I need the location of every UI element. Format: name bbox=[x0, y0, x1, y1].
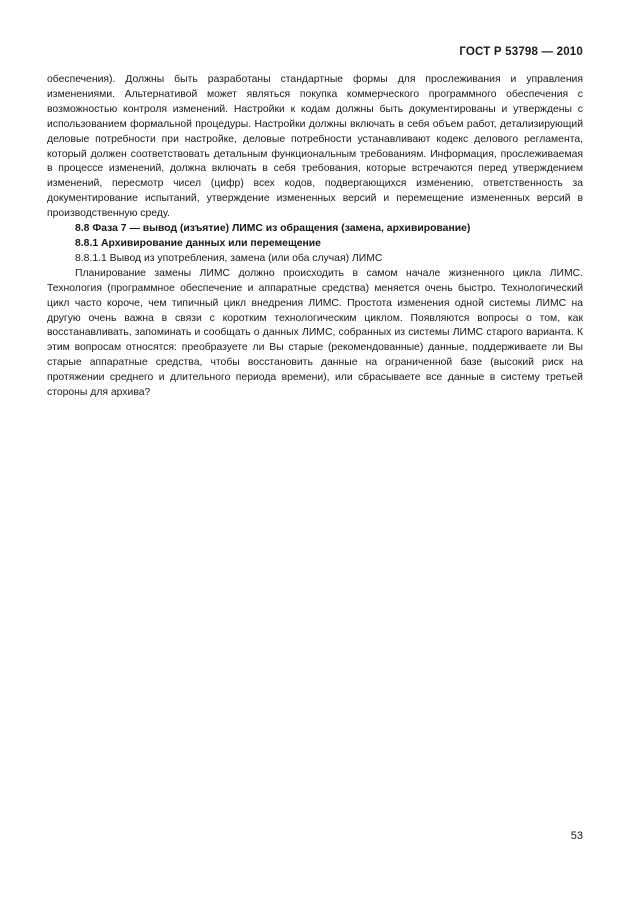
document-header: ГОСТ Р 53798 — 2010 bbox=[459, 46, 583, 58]
clause-heading-8-8-1-1: 8.8.1.1 Вывод из употребления, замена (или оба случая) ЛИМС bbox=[75, 252, 383, 264]
paragraph-replacement-planning: Планирование замены ЛИМС должно происходить в самом начале жизненного цикла ЛИМС. Технология (программное обеспечение и аппаратные средства) меняется очень быстро. Технологический цикл часто короче, чем типичный цикл внедрения ЛИМС. Простота изменения одной системы ЛИМС на другую очень важна в связи с коротким технологическим циклом. Появляются вопросы о том, как восстанавливать, запоминать и сообщать о данных ЛИМС, собранных из системы ЛИМС старого варианта. К этим вопросам относятся: преобразуете ли Вы старые (рекомендованные) данные, поддерживаете ли Вы старые аппаратные средства, чтобы восстановить данные на ограниченной базе (высокий риск на протяжении среднего и длительного периода времени), или сбрасываете все данные в систему третьей стороны для архива? bbox=[47, 267, 583, 399]
paragraph-continuation: обеспечения). Должны быть разработаны стандартные формы для прослеживания и управления изменениями. Альтернативой может являться покупка коммерческого программного обеспечения с возможностью контроля изменений. Настройки к кодам должны быть документированы и утверждены с использованием формальной процедуры. Настройки должны включать в себя объем работ, детализирующий деловые потребности при настройке, деловые потребности устанавливают кодекс делового регламента, который должен соответствовать детальным функциональным требованиям. Информация, прослеживаемая в процессе изменений, должна включать в себя требования, которые встречаются перед утверждением изменений, пересмотр чисел (цифр) всех кодов, подвергающихся изменению, ответственность за документирование испытаний, утверждение измененных версий и перемещение измененных версий в производственную среду. bbox=[47, 74, 583, 220]
page-number: 53 bbox=[570, 830, 583, 842]
subsection-heading-8-8-1: 8.8.1 Архивирование данных или перемещение bbox=[75, 237, 321, 249]
document-body bbox=[47, 73, 583, 401]
section-heading-8-8: 8.8 Фаза 7 — вывод (изъятие) ЛИМС из обращения (замена, архивирование) bbox=[75, 223, 471, 235]
